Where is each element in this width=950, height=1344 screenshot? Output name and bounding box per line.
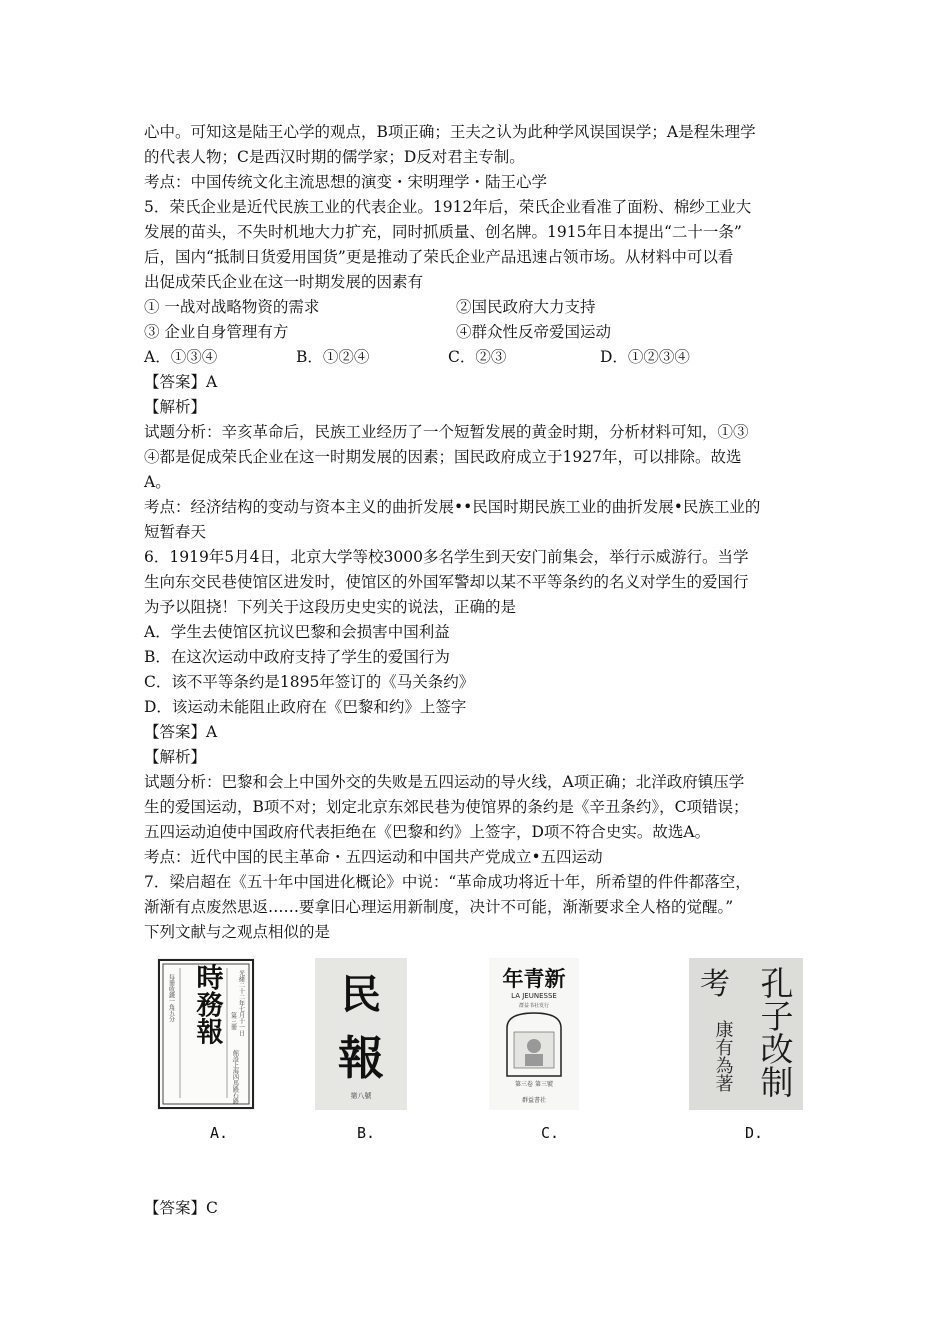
q6-stem: 为予以阻挠！下列关于这段历史史实的说法，正确的是 bbox=[144, 598, 517, 616]
q7-answer: 【答案】C bbox=[144, 1199, 218, 1217]
kongzi-title-main: 孔子改制 bbox=[755, 966, 795, 1098]
q5-analysis: ④都是促成荣氏企业在这一时期发展的因素；国民政府成立于1927年，可以排除。故选 bbox=[144, 448, 742, 466]
q6-answer: 【答案】A bbox=[144, 723, 218, 741]
text-line: 心中。可知这是陆王心学的观点，B项正确；王夫之认为此种学风误国误学；A是程朱理学 bbox=[144, 123, 756, 141]
xinqingnian-cover-svg bbox=[489, 958, 579, 1110]
q5-item: ③ 企业自身管理有方 bbox=[144, 323, 289, 341]
q5-items-row bbox=[144, 295, 816, 320]
q6-choice-b: B．在这次运动中政府支持了学生的爱国行为 bbox=[144, 648, 450, 666]
q6-analysis: 生的爱国运动，B项不对；划定北京东郊民巷为使馆界的条约是《辛丑条约》，C项错误； bbox=[144, 798, 749, 816]
xinqingnian-issue: 第三卷 第三號 bbox=[515, 1081, 553, 1088]
q5-choices bbox=[144, 345, 816, 370]
kongzi-author: 康有為著 bbox=[712, 1020, 734, 1092]
q6-stem: 6．1919年5月4日，北京大学等校3000多名学生到天安门前集会，举行示威游行。当学 bbox=[144, 548, 749, 566]
q5-choice-b: B．①②④ bbox=[296, 348, 370, 366]
xinqingnian-cover-image bbox=[489, 958, 579, 1110]
shiwubao-price: 每冊收錢一角五分 bbox=[167, 974, 175, 1022]
q6-choice-a: A．学生去使馆区抗议巴黎和会损害中国利益 bbox=[144, 623, 450, 641]
shiwubao-cover-svg bbox=[157, 958, 255, 1110]
minbao-cover-image bbox=[315, 958, 407, 1110]
image-label-d: D. bbox=[745, 1124, 764, 1142]
shiwubao-cover-image bbox=[157, 958, 255, 1110]
text-line: 的代表人物；C是西汉时期的儒学家；D反对君主专制。 bbox=[144, 148, 525, 166]
q7-stem: 渐渐有点废然思返……要拿旧心理运用新制度，决计不可能，渐渐要求全人格的觉醒。” bbox=[144, 898, 734, 916]
q5-analysis: 短暂春天 bbox=[144, 523, 207, 541]
q5-stem: 发展的苗头，不失时机地大力扩充，同时抓质量、创名牌。1915年日本提出“二十一条” bbox=[144, 223, 742, 241]
image-label-b: B. bbox=[357, 1124, 376, 1142]
q5-item: ②国民政府大力支持 bbox=[456, 298, 596, 316]
shiwubao-date: 光緒二十二年七月十一日 bbox=[237, 970, 245, 1036]
shiwubao-address: 館設上海四馬路石路 bbox=[231, 1050, 239, 1104]
q5-analysis: 试题分析：辛亥革命后，民族工业经历了一个短暂发展的黄金时期，分析材料可知，①③ bbox=[144, 423, 749, 441]
xinqingnian-publisher: 群益書社 bbox=[521, 1097, 547, 1104]
image-label-c: C. bbox=[541, 1124, 560, 1142]
q5-stem: 出促成荣氏企业在这一时期发展的因素有 bbox=[144, 273, 424, 291]
q7-stem: 7．梁启超在《五十年中国进化概论》中说：“革命成功将近十年，所希望的件件都落空， bbox=[144, 873, 751, 891]
q7-stem: 下列文献与之观点相似的是 bbox=[144, 923, 331, 941]
q5-choice-a: A．①③④ bbox=[144, 348, 218, 366]
q6-choice-d: D．该运动未能阻止政府在《巴黎和约》上签字 bbox=[144, 698, 467, 716]
minbao-issue: 第八號 bbox=[350, 1092, 372, 1100]
image-label-a: A. bbox=[210, 1124, 229, 1142]
q5-stem: 后，国内“抵制日货爱用国货”更是推动了荣氏企业产品迅速占领市场。从材料中可以看 bbox=[144, 248, 734, 266]
q5-analysis: 考点：经济结构的变动与资本主义的曲折发展••民国时期民族工业的曲折发展•民族工业的 bbox=[144, 498, 761, 516]
q6-choice-c: C．该不平等条约是1895年签订的《马关条约》 bbox=[144, 673, 475, 691]
q6-stem: 生向东交民巷使馆区进发时，使馆区的外国军警却以某不平等条约的名义对学生的爱国行 bbox=[144, 573, 749, 591]
q5-choice-d: D．①②③④ bbox=[600, 348, 690, 366]
q6-analysis: 试题分析：巴黎和会上中国外交的失败是五四运动的导火线，A项正确；北洋政府镇压学 bbox=[144, 773, 745, 791]
q5-choice-c: C．②③ bbox=[448, 348, 507, 366]
q6-analysis-head: 【解析】 bbox=[144, 748, 207, 766]
q5-answer: 【答案】A bbox=[144, 373, 218, 391]
minbao-title-char-2: 報 bbox=[338, 1031, 384, 1085]
xinqingnian-sub: 群益书社发行 bbox=[518, 1003, 550, 1009]
q6-analysis: 五四运动迫使中国政府代表拒绝在《巴黎和约》上签字，D项不符合史实。故选A。 bbox=[144, 823, 711, 841]
q5-stem: 5．荣氏企业是近代民族工业的代表企业。1912年后，荣氏企业看准了面粉、棉纱工业大 bbox=[144, 198, 752, 216]
q6-analysis: 考点：近代中国的民主革命・五四运动和中国共产党成立•五四运动 bbox=[144, 848, 603, 866]
shiwubao-title: 時務報 bbox=[191, 963, 223, 1045]
q5-items-row bbox=[144, 320, 816, 345]
minbao-cover-svg bbox=[315, 958, 407, 1110]
kongzi-cover-svg bbox=[689, 958, 803, 1110]
q5-item: ① 一战对战略物资的需求 bbox=[144, 298, 320, 316]
q5-item: ④群众性反帝爱国运动 bbox=[456, 323, 612, 341]
q5-analysis-head: 【解析】 bbox=[144, 398, 207, 416]
minbao-title-char-1: 民 bbox=[341, 971, 381, 1018]
exam-point: 考点：中国传统文化主流思想的演变・宋明理学・陆王心学 bbox=[144, 173, 548, 191]
kongzi-title-kao: 考 bbox=[700, 967, 730, 1002]
xinqingnian-title: 年青新 bbox=[502, 966, 566, 991]
q5-analysis: A。 bbox=[144, 473, 171, 491]
shiwubao-issue: 第三冊 bbox=[229, 1012, 237, 1030]
kongzi-gaizhi-kao-image bbox=[689, 958, 803, 1110]
xinqingnian-en-title: LA JEUNESSE bbox=[511, 992, 557, 1000]
document-body bbox=[144, 120, 816, 945]
